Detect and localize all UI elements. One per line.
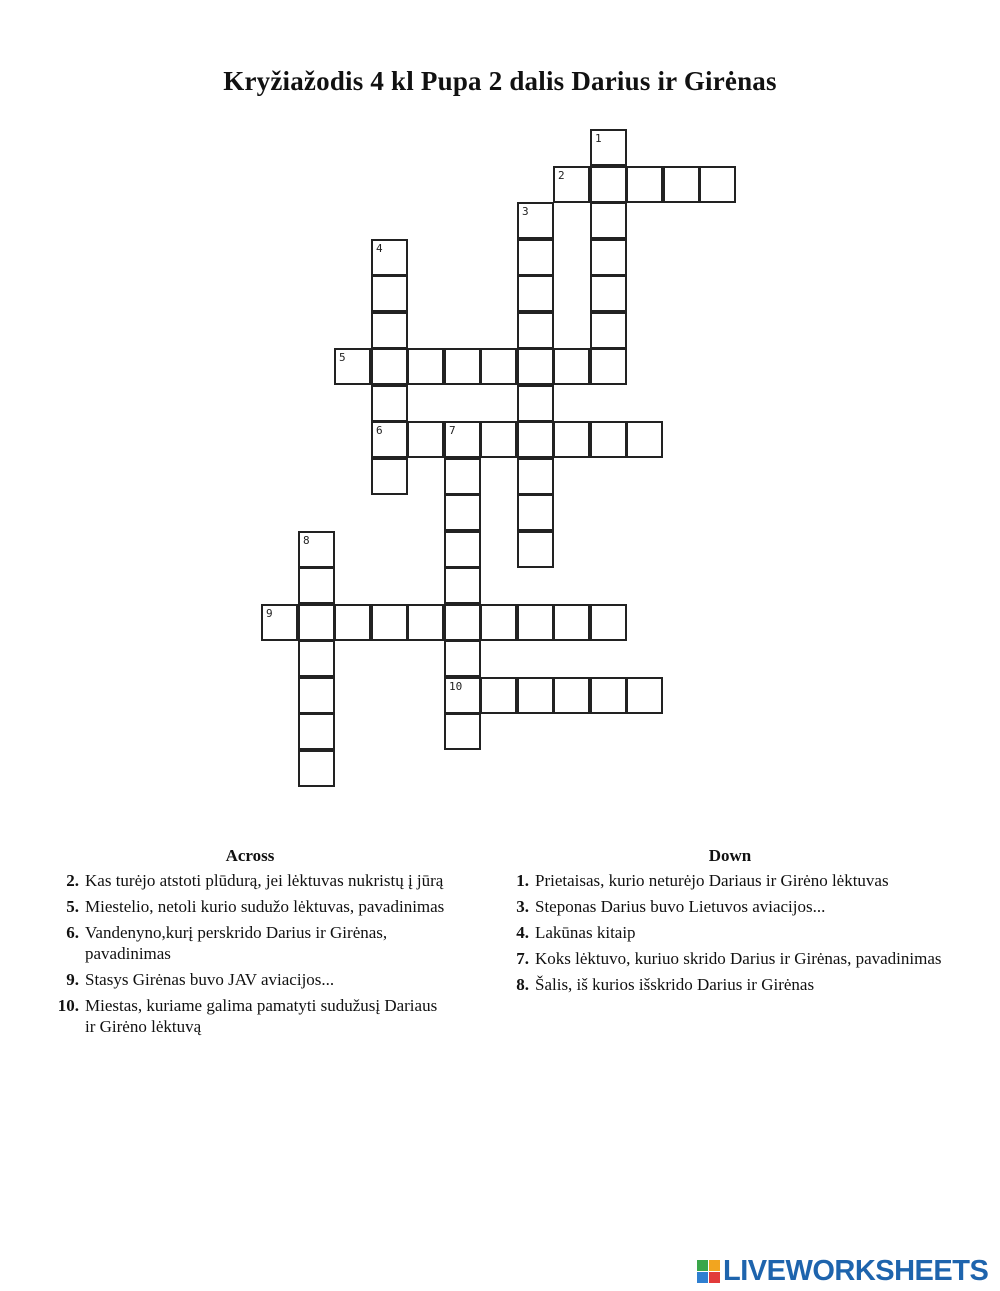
across-clue xyxy=(50,969,450,990)
crossword-cell[interactable] xyxy=(590,202,627,239)
crossword-cell[interactable] xyxy=(444,640,481,677)
crossword-cell[interactable] xyxy=(298,677,335,714)
crossword-cell[interactable] xyxy=(371,239,408,276)
clue-number-label: 8 xyxy=(303,534,310,547)
crossword-cell[interactable] xyxy=(444,348,481,385)
crossword-cell[interactable] xyxy=(517,421,554,458)
crossword-cell[interactable] xyxy=(590,677,627,714)
down-clues xyxy=(505,845,955,1000)
crossword-cell[interactable] xyxy=(444,421,481,458)
liveworksheets-logo xyxy=(697,1254,989,1287)
crossword-cell[interactable] xyxy=(626,166,663,203)
clue-text: Miestelio, netoli kurio sudužo lėktuvas, pavadinimas xyxy=(85,897,445,916)
clue-text: Steponas Darius buvo Lietuvos aviacijos... xyxy=(535,897,826,916)
down-clue xyxy=(505,922,955,943)
down-clue xyxy=(505,870,955,891)
down-clue xyxy=(505,896,955,917)
clue-number: 4. xyxy=(516,923,529,942)
crossword-cell[interactable] xyxy=(590,239,627,276)
clue-text: Kas turėjo atstoti plūdurą, jei lėktuvas nukristų į jūrą xyxy=(85,871,444,890)
crossword-cell[interactable] xyxy=(590,312,627,349)
clue-number: 2. xyxy=(66,871,79,890)
clue-number-label: 2 xyxy=(558,169,565,182)
crossword-cell[interactable] xyxy=(371,604,408,641)
crossword-cell[interactable] xyxy=(298,640,335,677)
crossword-cell[interactable] xyxy=(480,677,517,714)
crossword-cell[interactable] xyxy=(444,494,481,531)
crossword-cell[interactable] xyxy=(444,567,481,604)
across-clue xyxy=(50,995,450,1037)
crossword-cell[interactable] xyxy=(480,348,517,385)
clue-text: Šalis, iš kurios išskrido Darius ir Girėnas xyxy=(535,975,815,994)
crossword-cell[interactable] xyxy=(298,567,335,604)
crossword-cell[interactable] xyxy=(444,531,481,568)
clue-number-label: 4 xyxy=(376,242,383,255)
clue-number-label: 7 xyxy=(449,424,456,437)
crossword-cell[interactable] xyxy=(590,166,627,203)
crossword-cell[interactable] xyxy=(407,421,444,458)
across-clues xyxy=(50,845,450,1042)
clue-number: 9. xyxy=(66,970,79,989)
crossword-cell[interactable] xyxy=(298,713,335,750)
crossword-cell[interactable] xyxy=(444,604,481,641)
crossword-cell[interactable] xyxy=(517,494,554,531)
clue-number-label: 5 xyxy=(339,351,346,364)
crossword-cell[interactable] xyxy=(334,604,371,641)
crossword-cell[interactable] xyxy=(371,348,408,385)
crossword-cell[interactable] xyxy=(444,713,481,750)
brand-text: LIVEWORKSHEETS xyxy=(723,1254,989,1287)
clue-number: 8. xyxy=(516,975,529,994)
down-clue xyxy=(505,974,955,995)
crossword-cell[interactable] xyxy=(371,421,408,458)
crossword-cell[interactable] xyxy=(590,348,627,385)
crossword-cell[interactable] xyxy=(590,275,627,312)
crossword-cell[interactable] xyxy=(298,604,335,641)
crossword-cell[interactable] xyxy=(480,421,517,458)
crossword-cell[interactable] xyxy=(553,348,590,385)
clue-number: 5. xyxy=(66,897,79,916)
logo-block xyxy=(697,1260,708,1271)
crossword-cell[interactable] xyxy=(298,531,335,568)
page-title: Kryžiažodis 4 kl Pupa 2 dalis Darius ir Girėnas xyxy=(223,66,777,96)
crossword-cell[interactable] xyxy=(371,385,408,422)
crossword-cell[interactable] xyxy=(699,166,736,203)
crossword-cell[interactable] xyxy=(371,312,408,349)
crossword-cell[interactable] xyxy=(553,166,590,203)
crossword-cell[interactable] xyxy=(517,312,554,349)
clue-number-label: 6 xyxy=(376,424,383,437)
crossword-cell[interactable] xyxy=(298,750,335,787)
clue-text: Lakūnas kitaip xyxy=(535,923,636,942)
clue-number: 7. xyxy=(516,949,529,968)
crossword-cell[interactable] xyxy=(663,166,700,203)
crossword-cell[interactable] xyxy=(261,604,298,641)
crossword-cell[interactable] xyxy=(517,677,554,714)
crossword-cell[interactable] xyxy=(626,677,663,714)
clue-text: Koks lėktuvo, kuriuo skrido Darius ir Girėnas, pavadinimas xyxy=(535,949,942,968)
crossword-cell[interactable] xyxy=(371,458,408,495)
logo-block xyxy=(709,1260,720,1271)
across-clue xyxy=(50,896,450,917)
crossword-cell[interactable] xyxy=(444,458,481,495)
crossword-cell[interactable] xyxy=(517,604,554,641)
clue-number-label: 1 xyxy=(595,132,602,145)
crossword-cell[interactable] xyxy=(334,348,371,385)
logo-blocks-icon xyxy=(697,1260,720,1283)
crossword-cell[interactable] xyxy=(590,604,627,641)
logo-block xyxy=(697,1272,708,1283)
clue-text: Prietaisas, kurio neturėjo Dariaus ir Girėno lėktuvas xyxy=(535,871,889,890)
logo-block xyxy=(709,1272,720,1283)
clue-number-label: 9 xyxy=(266,607,273,620)
down-clue xyxy=(505,948,955,969)
clue-text: Vandenyno,kurį perskrido Darius ir Girėnas, pavadinimas xyxy=(85,923,388,963)
crossword-cell[interactable] xyxy=(517,385,554,422)
clue-number: 3. xyxy=(516,897,529,916)
crossword-cell[interactable] xyxy=(407,348,444,385)
clue-number-label: 3 xyxy=(522,205,529,218)
crossword-cell[interactable] xyxy=(444,677,481,714)
crossword-cell[interactable] xyxy=(517,239,554,276)
crossword-cell[interactable] xyxy=(517,275,554,312)
crossword-cell[interactable] xyxy=(371,275,408,312)
crossword-cell[interactable] xyxy=(517,458,554,495)
down-heading: Down xyxy=(708,846,752,865)
clue-number: 1. xyxy=(516,871,529,890)
across-clue xyxy=(50,870,450,891)
crossword-cell[interactable] xyxy=(553,421,590,458)
crossword-cell[interactable] xyxy=(517,348,554,385)
crossword-cell[interactable] xyxy=(517,531,554,568)
crossword-cell[interactable] xyxy=(626,421,663,458)
crossword-cell[interactable] xyxy=(480,604,517,641)
across-clue xyxy=(50,922,450,964)
crossword-cell[interactable] xyxy=(553,604,590,641)
crossword-cell[interactable] xyxy=(590,421,627,458)
clue-number: 10. xyxy=(57,996,79,1015)
crossword-cell[interactable] xyxy=(407,604,444,641)
clue-number: 6. xyxy=(66,923,79,942)
clue-text: Stasys Girėnas buvo JAV aviacijos... xyxy=(85,970,335,989)
clue-text: Miestas, kuriame galima pamatyti sudužusį Dariaus ir Girėno lėktuvą xyxy=(85,996,438,1036)
crossword-cell[interactable] xyxy=(553,677,590,714)
across-heading: Across xyxy=(225,846,275,865)
clue-number-label: 10 xyxy=(449,680,463,693)
crossword-cell[interactable] xyxy=(517,202,554,239)
crossword-cell[interactable] xyxy=(590,129,627,166)
